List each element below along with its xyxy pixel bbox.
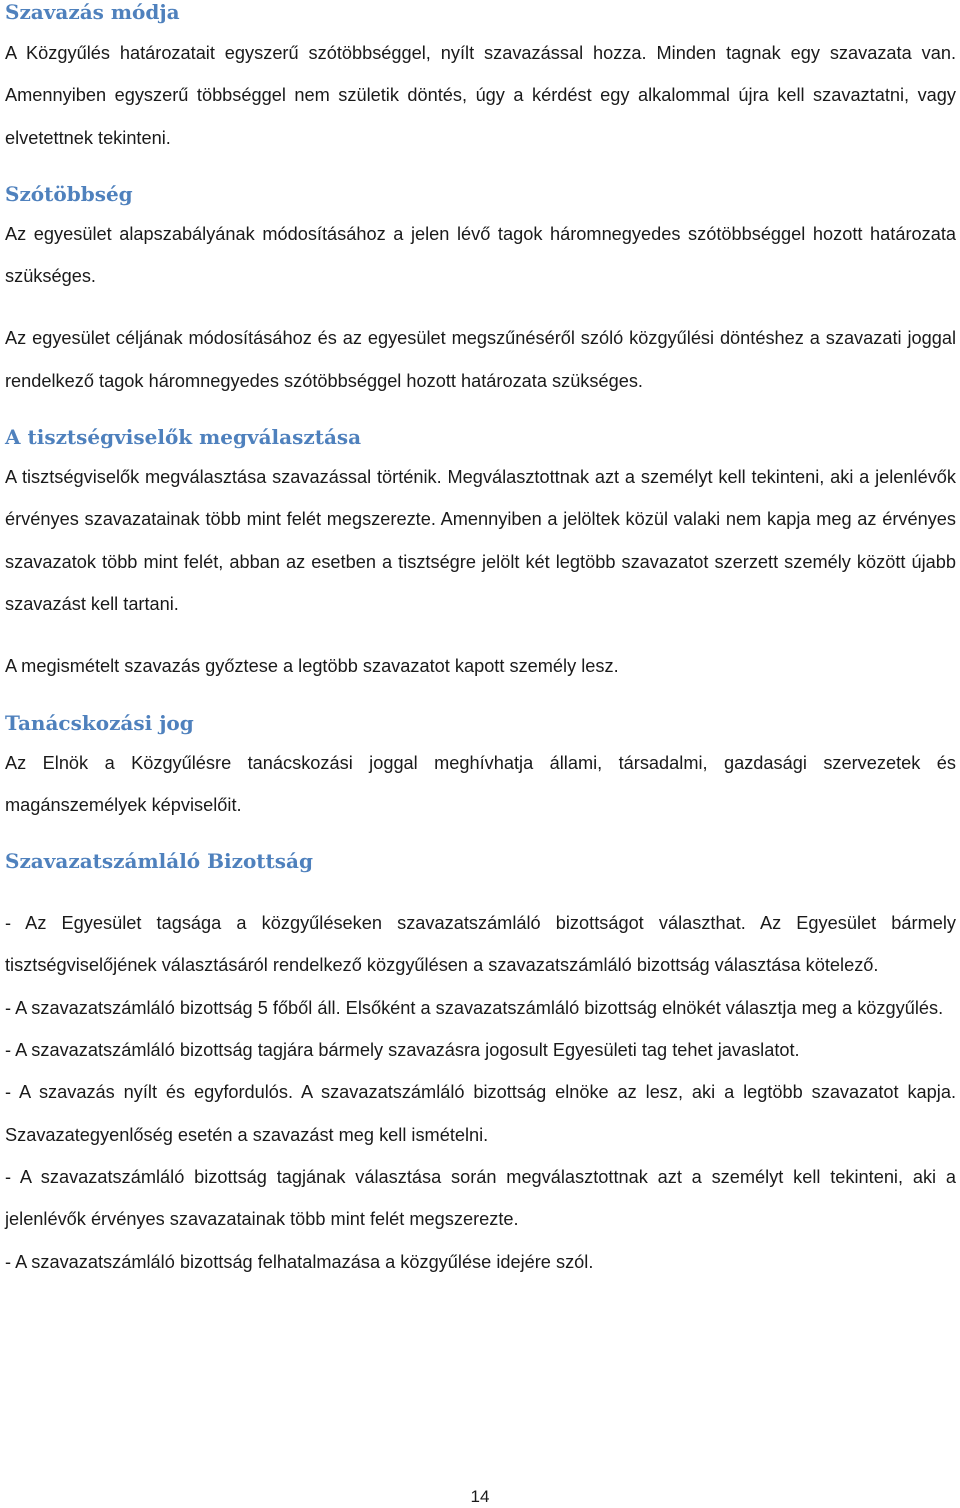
list-item: - A szavazás nyílt és egyfordulós. A szavazatszámláló bizottság elnöke az lesz, aki a legtöbb szavazatot kapja. Szavazategyenlőség esetén a szavazást meg kell ismételni. <box>5 1082 956 1145</box>
paragraph: Az egyesület alapszabályának módosításához a jelen lévő tagok háromnegyedes szótöbbséggel hozott határozata szükséges. <box>5 223 956 287</box>
paragraph: Az egyesület céljának módosításához és az egyesület megszűnéséről szóló közgyűlési döntéshez a szavazati joggal rendelkező tagok háromnegyedes szótöbbséggel hozott határozata szükséges. <box>5 328 956 391</box>
section-advisory-right <box>5 711 956 827</box>
list-item: - A szavazatszámláló bizottság felhatalmazása a közgyűlése idejére szól. <box>5 1251 594 1272</box>
section-heading: Szavazatszámláló Bizottság <box>5 849 313 874</box>
section-officer-election <box>5 425 956 687</box>
section-voting-method <box>5 0 956 159</box>
section-vote-counting-committee <box>5 849 956 1283</box>
page-number: 14 <box>470 1487 490 1506</box>
section-heading: Szótöbbség <box>5 181 133 206</box>
paragraph: A Közgyűlés határozatait egyszerű szótöbbséggel, nyílt szavazással hozza. Minden tagnak egy szavazata van. Amennyiben egyszerű többséggel nem születik döntés, úgy a kérdést egy alkalommal újra kell szavaztatni, vagy elvetettnek tekinteni. <box>5 43 956 148</box>
section-heading: Szavazás módja <box>5 0 180 24</box>
section-heading: Tanácskozási jog <box>5 710 194 735</box>
list-item: - A szavazatszámláló bizottság tagjának választása során megválasztottnak azt a személyt kell tekinteni, aki a jelenlévők érvényes szavazatainak több mint felét megszerezte. <box>5 1166 956 1230</box>
section-heading: A tisztségviselők megválasztása <box>5 425 362 450</box>
paragraph: A tisztségviselők megválasztása szavazással történik. Megválasztottnak azt a személyt kell tekinteni, aki a jelenlévők érvényes szavazatainak több mint felét megszerezte. Amennyiben a jelöltek közül valaki nem kapja meg az érvényes szavazatok több mint felét, abban az esetben a tisztségre jelölt két legtöbb szavazatot szerzett személy között újabb szavazást kell tartani. <box>5 467 956 614</box>
paragraph: A megismételt szavazás győztese a legtöbb szavazatot kapott személy lesz. <box>5 656 619 677</box>
document-page <box>5 0 956 1283</box>
section-majority <box>5 182 956 402</box>
list-item: - Az Egyesület tagsága a közgyűléseken szavazatszámláló bizottságot választhat. Az Egyesület bármely tisztségviselőjének választásáról rendelkező közgyűlésen a szavazatszámláló bizottság választása kötelező. <box>5 913 956 976</box>
paragraph: Az Elnök a Közgyűlésre tanácskozási joggal meghívhatja állami, társadalmi, gazdasági szervezetek és magánszemélyek képviselőit. <box>5 752 956 815</box>
list-item: - A szavazatszámláló bizottság tagjára bármely szavazásra jogosult Egyesületi tag tehet javaslatot. <box>5 1040 800 1061</box>
list-item: - A szavazatszámláló bizottság 5 főből áll. Elsőként a szavazatszámláló bizottság elnökét választja meg a közgyűlés. <box>5 997 944 1018</box>
